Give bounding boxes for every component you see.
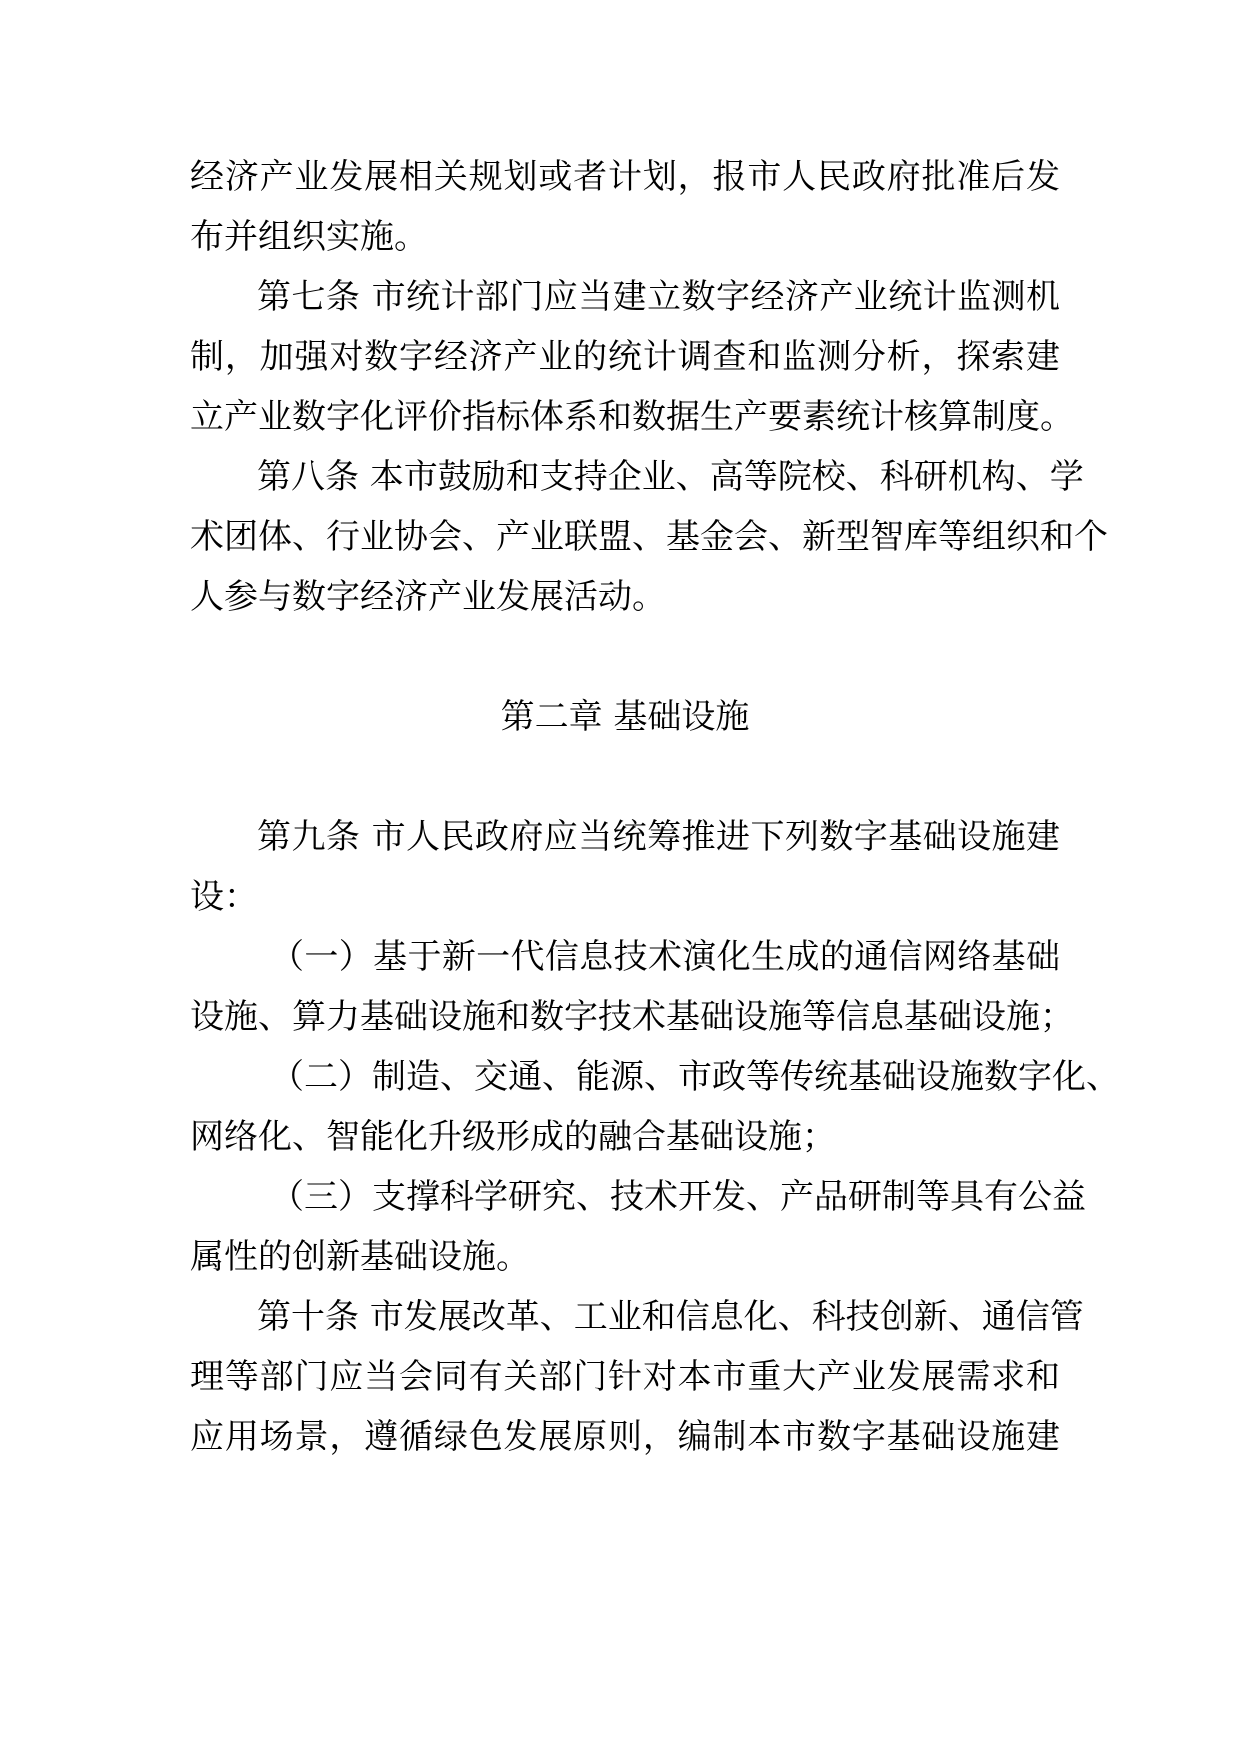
text-line-item1-2: 设施、算力基础设施和数字技术基础设施等信息基础设施；: [190, 997, 1074, 1037]
text-line-article7-2: 制，加强对数字经济产业的统计调查和监测分析，探索建: [190, 337, 1060, 377]
text-line-article9-2: 设：: [190, 877, 258, 917]
text-line-item2-2: 网络化、智能化升级形成的融合基础设施；: [190, 1117, 836, 1157]
text-line-article8-1: 第八条 本市鼓励和支持企业、高等院校、科研机构、学: [257, 457, 1084, 497]
text-line-article8-2: 术团体、行业协会、产业联盟、基金会、新型智库等组织和个: [190, 517, 1108, 557]
text-line-item1-1: （一）基于新一代信息技术演化生成的通信网络基础: [270, 937, 1060, 977]
text-line-item3-1: （三）支撑科学研究、技术开发、产品研制等具有公益: [270, 1177, 1086, 1217]
text-line-article10-3: 应用场景，遵循绿色发展原则，编制本市数字基础设施建: [190, 1417, 1060, 1457]
text-line-para6-1: 经济产业发展相关规划或者计划，报市人民政府批准后发: [190, 157, 1060, 197]
text-line-item2-1: （二）制造、交通、能源、市政等传统基础设施数字化、: [270, 1057, 1120, 1097]
text-line-article7-3: 立产业数字化评价指标体系和数据生产要素统计核算制度。: [190, 397, 1074, 437]
text-line-article9-1: 第九条 市人民政府应当统筹推进下列数字基础设施建: [257, 817, 1060, 857]
text-line-para6-2: 布并组织实施。: [190, 217, 428, 257]
chapter-heading: 第二章 基础设施: [500, 697, 750, 737]
text-line-article7-1: 第七条 市统计部门应当建立数字经济产业统计监测机: [257, 277, 1060, 317]
text-line-article10-1: 第十条 市发展改革、工业和信息化、科技创新、通信管: [257, 1297, 1084, 1337]
text-line-item3-2: 属性的创新基础设施。: [190, 1237, 530, 1277]
text-line-article10-2: 理等部门应当会同有关部门针对本市重大产业发展需求和: [190, 1357, 1060, 1397]
text-line-article8-3: 人参与数字经济产业发展活动。: [190, 577, 666, 617]
